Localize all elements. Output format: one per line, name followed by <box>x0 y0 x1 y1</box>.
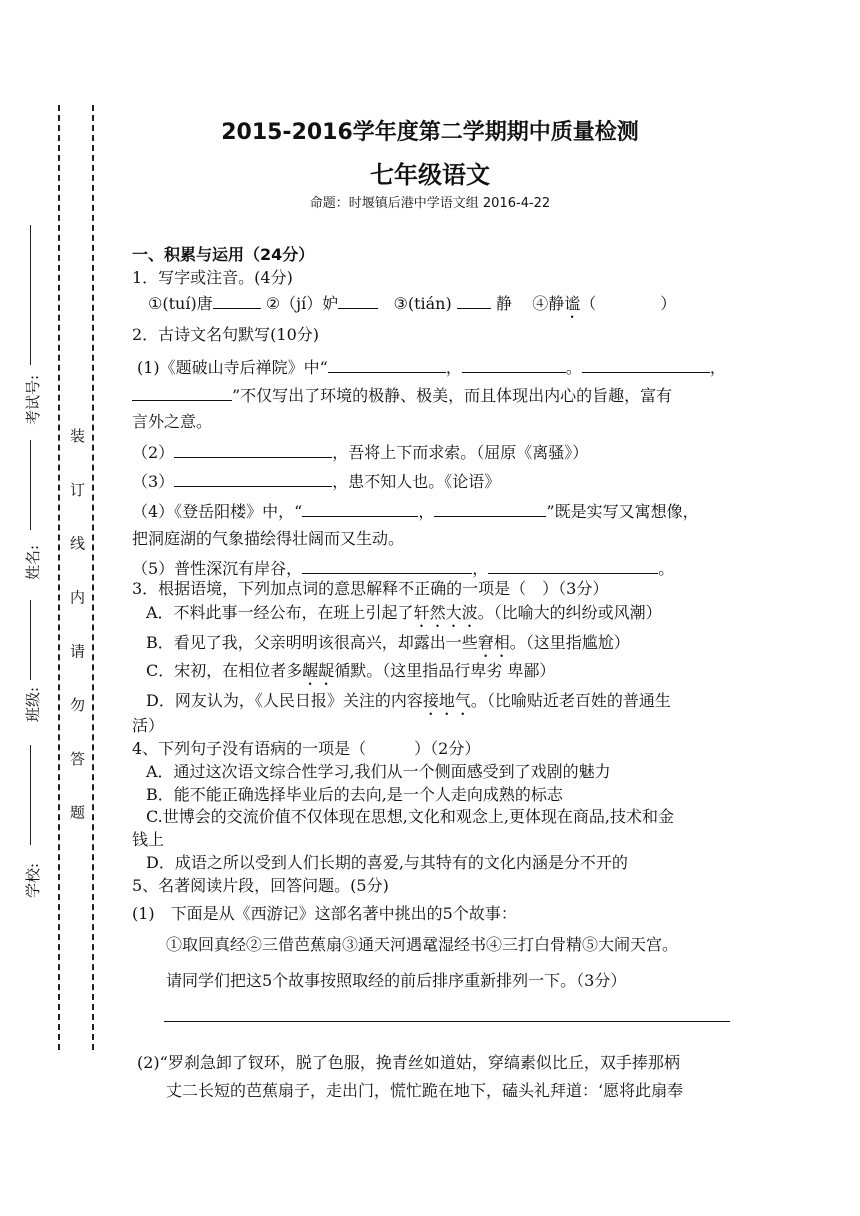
q1-item3: ③(tián) <box>393 294 452 313</box>
q3-a-text: A．不料此事一经公布，在班上引起了 <box>146 603 414 622</box>
q5-part1: (1) 下面是从《西游记》这部名著中挑出的5个故事： <box>132 904 517 923</box>
q2-blank-4[interactable] <box>132 384 232 401</box>
q1-item1: ①(tuí)唐 <box>148 294 213 313</box>
q2-comma-3: ， <box>418 502 435 521</box>
q5-instruction: 请同学们把这5个故事按照取经的前后排序重新排列一下。（3分） <box>166 971 627 990</box>
q2-p5a: （5）普性深沉有岸谷， <box>132 559 303 578</box>
q2-blank-3[interactable] <box>582 356 710 373</box>
q3-b-gloss: 。（这里指尴尬） <box>509 633 630 652</box>
q3-c-text: C．宋初，在相位者多 <box>146 661 303 680</box>
q3-b-text: B．看见了我，父亲明明该很高兴，却露出一些 <box>146 633 478 652</box>
q5-part2-line2: 丈二长短的芭蕉扇子，走出门，慌忙跪在地下，磕头礼拜道：‘愿将此扇奉 <box>166 1081 684 1100</box>
class-label: 班级: <box>24 686 42 722</box>
q3-a-term: 轩然大波 <box>413 603 478 622</box>
q2-blank-9[interactable] <box>302 557 472 574</box>
q3-option-d-cont: 活） <box>132 716 165 735</box>
q2-blank-5[interactable] <box>174 441 332 458</box>
q2-part5 <box>132 557 674 580</box>
q4-option-b: B．能不能正确选择毕业后的去向,是一个人走向成熟的标志 <box>146 785 563 804</box>
section-heading: 一、积累与运用（24分） <box>132 245 315 264</box>
q2-p2b: ，吾将上下而求索。（屈原《离骚》） <box>332 443 589 462</box>
name-line <box>30 440 31 530</box>
q2-p4b: ”既是实写又寓想像， <box>546 502 699 521</box>
q2-period-1: 。 <box>565 358 582 377</box>
page-title: 2015-2016学年度第二学期期中质量检测 <box>221 120 639 145</box>
q3-stem: 3．根据语境，下列加点词的意思解释不正确的一项是（ ）（3分） <box>132 579 609 598</box>
q4-option-a: A．通过这次语文综合性学习,我们从一个侧面感受到了戏剧的魅力 <box>146 762 611 781</box>
q2-p1a: (1)《题破山寺后禅院》中“ <box>137 358 328 377</box>
q3-c-term: 龌龊 <box>302 661 335 680</box>
q2-part3 <box>132 470 500 493</box>
school-label: 学校: <box>24 862 42 898</box>
exam-number-line <box>30 225 31 365</box>
q3-option-c <box>146 660 555 689</box>
q2-blank-8[interactable] <box>434 500 546 517</box>
q2-comma-2: ， <box>709 358 726 377</box>
q3-b-term: 窘相 <box>477 633 510 652</box>
q2-blank-6[interactable] <box>174 470 332 487</box>
q2-p2a: （2） <box>132 443 175 462</box>
q1-item3b: 静 <box>495 294 512 313</box>
q2-p4c: 把洞庭湖的气象描绘得壮阔而又生动。 <box>132 529 405 548</box>
q3-c-gloss: 循默。（这里指品行卑劣 卑鄙） <box>334 661 556 680</box>
school-line <box>30 745 31 845</box>
q1-blank-1[interactable] <box>213 292 261 309</box>
q2-part4 <box>132 500 699 523</box>
q5-answer-line[interactable] <box>164 1021 730 1022</box>
header-meta: 命题：时堰镇后港中学语文组 2016-4-22 <box>309 196 551 211</box>
q2-comma-4: ， <box>472 559 489 578</box>
q2-blank-7[interactable] <box>302 500 418 517</box>
q4-option-d: D．成语之所以受到人们长期的喜爱,与其特有的文化内涵是分不开的 <box>146 853 628 872</box>
q1-blank-3[interactable] <box>457 292 491 309</box>
page-subtitle: 七年级语文 <box>370 161 490 189</box>
q2-part1-line1 <box>137 356 726 379</box>
q2-p4a: （4）《登岳阳楼》中，“ <box>132 502 303 521</box>
q2-p1c: 言外之意。 <box>132 412 213 431</box>
q2-blank-2[interactable] <box>462 356 566 373</box>
name-label: 姓名: <box>24 544 42 580</box>
class-line <box>30 600 31 680</box>
q5-part2-line1: (2)“罗刹急卸了钗环，脱了色服，挽青丝如道姑，穿缟素似比丘，双手捧那柄 <box>137 1053 680 1072</box>
q3-option-b <box>146 632 630 661</box>
q3-option-d <box>146 690 671 719</box>
q5-stories: ①取回真经②三借芭蕉扇③通天河遇鼋湿经书④三打白骨精⑤大闹天宫。 <box>166 935 679 954</box>
binding-line-inner <box>92 105 94 1050</box>
q4-stem: 4、下列句子没有语病的一项是（ ）（2分） <box>132 739 481 758</box>
q2-part1-line2 <box>132 384 672 407</box>
exam-number-label: 考试号: <box>24 374 42 425</box>
q1-stem: 1．写字或注音。(4分) <box>132 268 293 287</box>
binding-line-outer <box>58 105 60 1050</box>
q2-part2 <box>132 441 588 464</box>
q3-d-gloss: 。（比喻贴近老百姓的普通生 <box>470 691 671 710</box>
q2-p1b: ”不仅写出了环境的极静、极美，而且体现出内心的旨趣，富有 <box>232 386 673 405</box>
q2-p3a: （3） <box>132 472 175 491</box>
q2-blank-10[interactable] <box>488 557 658 574</box>
q5-stem: 5、名著阅读片段，回答问题。(5分) <box>132 876 389 895</box>
q3-d-text: D．网友认为，《人民日报》关注的内容 <box>146 691 423 710</box>
q2-p3b: ，患不知人也。《论语》 <box>332 472 501 491</box>
q1-item4a: ④静 <box>532 294 565 313</box>
q2-comma-1: ， <box>445 358 462 377</box>
q2-p5b: 。 <box>658 559 675 578</box>
q2-stem: 2．古诗文名句默写(10分) <box>132 325 320 344</box>
binding-warning: 装 订 线 内 请 勿 答 题 <box>68 428 86 837</box>
q1-items <box>148 292 676 322</box>
q3-d-term: 接地气 <box>422 691 471 710</box>
q1-item4d: ） <box>660 294 677 313</box>
q1-blank-2[interactable] <box>338 292 378 309</box>
q3-a-gloss: 。（比喻大的纠纷或风潮） <box>477 603 662 622</box>
q1-item4b: 谧 <box>564 294 581 313</box>
q1-item4c: （ <box>580 294 597 313</box>
q2-blank-1[interactable] <box>328 356 446 373</box>
q4-option-c: C.世博会的交流价值不仅体现在思想,文化和观念上,更体现在商品,技术和金 <box>146 807 675 826</box>
q3-option-a <box>146 602 662 631</box>
q4-option-c-cont: 钱上 <box>132 830 165 849</box>
q1-item2: ②（jí）妒 <box>265 294 339 313</box>
